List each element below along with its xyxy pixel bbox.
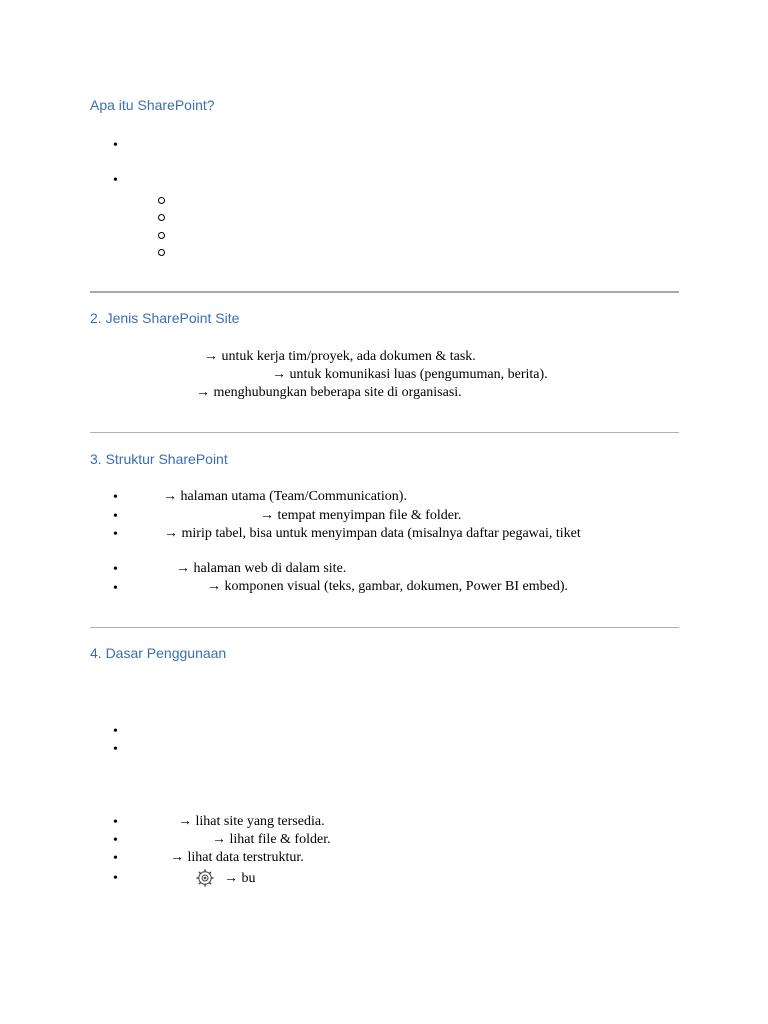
site-type-line: → untuk komunikasi luas (pengumuman, berita). bbox=[272, 367, 548, 382]
list-bullet: • bbox=[113, 490, 118, 505]
section-heading-structure: 3. Struktur SharePoint bbox=[90, 451, 228, 467]
sublist-bullet bbox=[158, 249, 165, 256]
list-bullet: • bbox=[113, 833, 118, 848]
section-divider bbox=[90, 291, 679, 293]
structure-item: → komponen visual (teks, gambar, dokumen, Power BI embed). bbox=[207, 579, 569, 594]
section-heading-usage: 4. Dasar Penggunaan bbox=[90, 645, 227, 661]
section-heading-intro: Apa itu SharePoint? bbox=[90, 97, 215, 113]
sublist-bullet bbox=[158, 197, 165, 204]
section-divider bbox=[90, 432, 679, 433]
usage-item: → bu bbox=[224, 871, 256, 886]
list-bullet: • bbox=[113, 562, 118, 577]
structure-item: → halaman utama (Team/Communication). bbox=[163, 489, 407, 504]
list-bullet: • bbox=[113, 138, 118, 153]
site-type-line: → untuk kerja tim/proyek, ada dokumen & task. bbox=[204, 349, 476, 364]
usage-item: → lihat site yang tersedia. bbox=[178, 814, 325, 829]
usage-item: → lihat file & folder. bbox=[212, 832, 331, 847]
structure-item: → tempat menyimpan file & folder. bbox=[260, 508, 462, 523]
list-bullet: • bbox=[113, 871, 118, 886]
section-heading-site-types: 2. Jenis SharePoint Site bbox=[90, 310, 240, 326]
list-bullet: • bbox=[113, 527, 118, 542]
structure-item: → mirip tabel, bisa untuk menyimpan data (misalnya daftar pegawai, tiket bbox=[164, 526, 581, 541]
list-bullet: • bbox=[113, 724, 118, 739]
section-divider bbox=[90, 627, 679, 628]
list-bullet: • bbox=[113, 173, 118, 188]
list-bullet: • bbox=[113, 742, 118, 757]
usage-item: → lihat data terstruktur. bbox=[170, 850, 304, 865]
site-type-line: → menghubungkan beberapa site di organisasi. bbox=[196, 385, 462, 400]
list-bullet: • bbox=[113, 851, 118, 866]
list-bullet: • bbox=[113, 509, 118, 524]
sublist-bullet bbox=[158, 232, 165, 239]
gear-icon bbox=[196, 869, 214, 887]
list-bullet: • bbox=[113, 815, 118, 830]
sublist-bullet bbox=[158, 214, 165, 221]
list-bullet: • bbox=[113, 581, 118, 596]
structure-item: → halaman web di dalam site. bbox=[176, 561, 347, 576]
